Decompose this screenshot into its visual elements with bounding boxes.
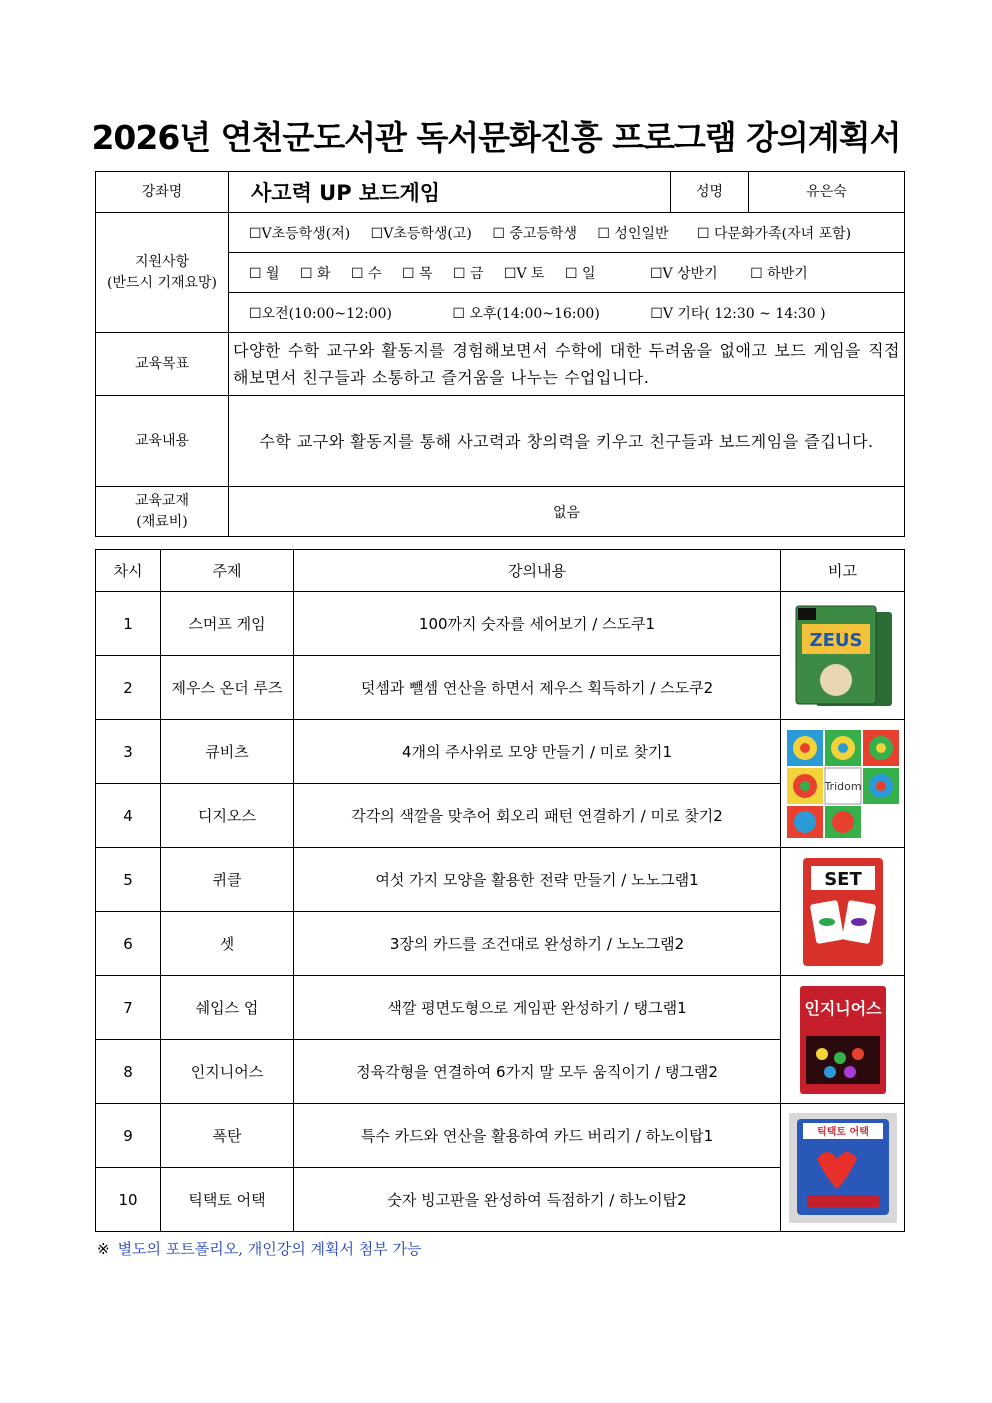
- half-option[interactable]: ☐V 상반기: [650, 265, 718, 282]
- table-row: [96, 848, 905, 912]
- day-option[interactable]: ☐ 월: [249, 265, 280, 282]
- apply-label-main: 지원사항: [134, 253, 190, 270]
- schedule-table: [95, 549, 905, 1232]
- svg-text:인지니어스: 인지니어스: [803, 998, 882, 1018]
- time-options: [229, 293, 905, 333]
- target-option[interactable]: ☐ 성인일반: [597, 225, 669, 242]
- row-content: 특수 카드와 연산을 활용하여 카드 버리기 / 하노이탑1: [294, 1104, 781, 1168]
- day-options: [229, 253, 905, 293]
- page-title: 2026년 연천군도서관 독서문화진흥 프로그램 강의계획서: [91, 118, 901, 157]
- row-no: 10: [96, 1168, 161, 1232]
- header-note: 비고: [781, 550, 905, 592]
- row-topic: 퀴클: [161, 848, 294, 912]
- apply-label: [96, 213, 229, 333]
- row-topic: 쉐입스 업: [161, 976, 294, 1040]
- row-topic: 큐비츠: [161, 720, 294, 784]
- svg-text:틱택토 어택: 틱택토 어택: [816, 1126, 869, 1138]
- row-no: 8: [96, 1040, 161, 1104]
- row-content: 정육각형을 연결하여 6가지 말 모두 움직이기 / 탱그램2: [294, 1040, 781, 1104]
- ingenious-box-icon: [798, 984, 888, 1096]
- row-content: 숫자 빙고판을 완성하여 득점하기 / 하노이탑2: [294, 1168, 781, 1232]
- svg-text:Tridom: Tridom: [823, 779, 862, 793]
- row-topic: 인지니어스: [161, 1040, 294, 1104]
- row-content: 3장의 카드를 조건대로 완성하기 / 노노그램2: [294, 912, 781, 976]
- material-label: [96, 487, 229, 537]
- day-option[interactable]: ☐ 일: [565, 265, 596, 282]
- target-options: [229, 213, 905, 253]
- footnote-mark: ※: [97, 1240, 110, 1258]
- header-no: 차시: [96, 550, 161, 592]
- goal-label: 교육목표: [96, 333, 229, 396]
- row-no: 3: [96, 720, 161, 784]
- game-image-ingenious: [781, 976, 905, 1104]
- time-option[interactable]: ☐V 기타( 12:30 ~ 14:30 ): [650, 305, 826, 322]
- table-row: [96, 592, 905, 656]
- target-option[interactable]: ☐ 다문화가족(자녀 포함): [696, 225, 852, 242]
- svg-text:ZEUS: ZEUS: [809, 629, 862, 651]
- day-option[interactable]: ☐ 수: [350, 265, 382, 282]
- table-row: [96, 976, 905, 1040]
- instructor-label: 성명: [671, 172, 749, 213]
- row-no: 6: [96, 912, 161, 976]
- row-no: 1: [96, 592, 161, 656]
- row-no: 2: [96, 656, 161, 720]
- half-option[interactable]: ☐ 하반기: [750, 265, 808, 282]
- target-option[interactable]: ☐V초등학생(저): [249, 225, 351, 242]
- material-label-sub: (재료비): [136, 513, 188, 530]
- time-option[interactable]: ☐오전(10:00~12:00): [249, 305, 392, 322]
- day-option[interactable]: ☐ 화: [299, 265, 331, 282]
- set-box-icon: [801, 856, 885, 968]
- time-option[interactable]: ☐ 오후(14:00~16:00): [452, 305, 600, 322]
- material-text: 없음: [229, 487, 905, 537]
- row-topic: 틱택토 어택: [161, 1168, 294, 1232]
- tridom-tiles-icon: [785, 728, 901, 840]
- content-text: 수학 교구와 활동지를 통해 사고력과 창의력을 키우고 친구들과 보드게임을 즐깁니다.: [229, 396, 905, 487]
- row-topic: 폭탄: [161, 1104, 294, 1168]
- table-row: [96, 720, 905, 784]
- table-row: [96, 1104, 905, 1168]
- row-topic: 디지오스: [161, 784, 294, 848]
- row-no: 4: [96, 784, 161, 848]
- row-no: 7: [96, 976, 161, 1040]
- row-content: 100까지 숫자를 세어보기 / 스도쿠1: [294, 592, 781, 656]
- game-image-set: [781, 848, 905, 976]
- apply-label-sub: (반드시 기재요망): [106, 274, 218, 291]
- info-table: [95, 171, 905, 537]
- svg-text:SET: SET: [823, 868, 862, 890]
- course-label: 강좌명: [96, 172, 229, 213]
- day-option[interactable]: ☐ 목: [401, 265, 433, 282]
- goal-text: 다양한 수학 교구와 활동지를 경험해보면서 수학에 대한 두려움을 없애고 보드 게임을 직접 해보면서 친구들과 소통하고 즐거움을 나누는 수업입니다.: [229, 333, 905, 396]
- footnote: [97, 1238, 422, 1259]
- row-content: 색깔 평면도형으로 게임판 완성하기 / 탱그램1: [294, 976, 781, 1040]
- row-content: 4개의 주사위로 모양 만들기 / 미로 찾기1: [294, 720, 781, 784]
- material-label-main: 교육교재: [134, 492, 190, 509]
- header-topic: 주제: [161, 550, 294, 592]
- row-content: 각각의 색깔을 맞추어 회오리 패턴 연결하기 / 미로 찾기2: [294, 784, 781, 848]
- target-option[interactable]: ☐V초등학생(고): [370, 225, 472, 242]
- footnote-text: 별도의 포트폴리오, 개인강의 계획서 첨부 가능: [117, 1240, 422, 1258]
- game-image-tictactoe: [781, 1104, 905, 1232]
- day-option[interactable]: ☐V 토: [503, 265, 545, 282]
- row-topic: 셋: [161, 912, 294, 976]
- game-image-zeus: [781, 592, 905, 720]
- instructor-name: 유은숙: [749, 172, 905, 213]
- day-option[interactable]: ☐ 금: [452, 265, 484, 282]
- row-content: 덧셈과 뺄셈 연산을 하면서 제우스 획득하기 / 스도쿠2: [294, 656, 781, 720]
- target-option[interactable]: ☐ 중고등학생: [492, 225, 577, 242]
- content-label: 교육내용: [96, 396, 229, 487]
- row-topic: 제우스 온더 루즈: [161, 656, 294, 720]
- row-no: 5: [96, 848, 161, 912]
- zeus-box-icon: [788, 602, 898, 710]
- game-image-tridom: [781, 720, 905, 848]
- header-content: 강의내용: [294, 550, 781, 592]
- tictactoe-box-icon: [787, 1111, 899, 1225]
- row-no: 9: [96, 1104, 161, 1168]
- row-content: 여섯 가지 모양을 활용한 전략 만들기 / 노노그램1: [294, 848, 781, 912]
- course-name: 사고력 UP 보드게임: [229, 172, 671, 213]
- row-topic: 스머프 게임: [161, 592, 294, 656]
